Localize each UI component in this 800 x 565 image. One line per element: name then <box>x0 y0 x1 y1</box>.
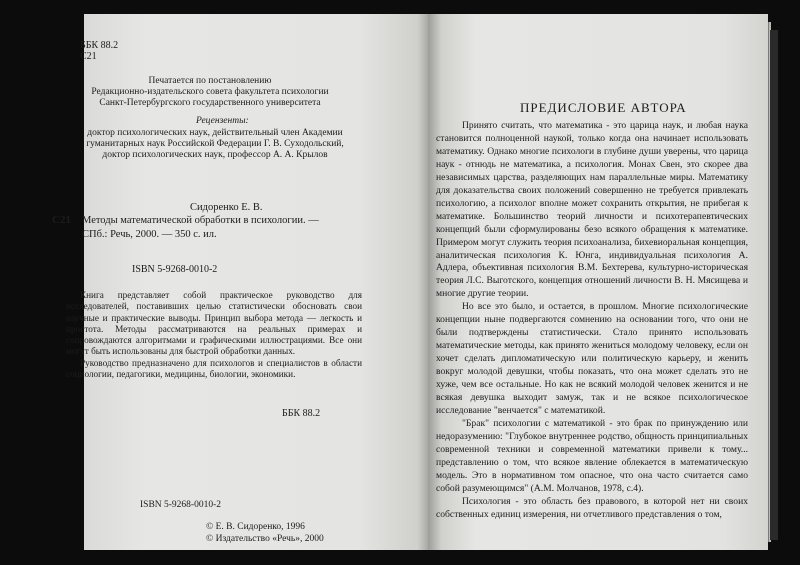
imprint-line: Санкт-Петербургского государственного университета <box>99 98 321 109</box>
copyright-author: © Е. В. Сидоренко, 1996 <box>206 522 305 532</box>
catalog-code: С21 <box>52 214 71 226</box>
abstract-paragraph: Книга представляет собой практическое руководство для исследователей, поставивших целью статистически обосновать свои научные и практические выводы. Принцип выбора метода — легкость и простота. Методы рассматриваются на реальных примерах и сопровождаются алгоритмами и графическими иллюстрациями. Все они могут быть использованы для быстрой обработки данных. <box>66 290 362 357</box>
preface-paragraph: Но все это было, и остается, в прошлом. Многие психологические концепции ныне подвергаются сомнению на основании того, что они не были подтверждены статистически. Стало принято использовать математические методы, как принято жениться молодому человеку, если он хочет сделать дипломатическую или политическую карьеру, и женить вокруг молодой девушки, чтобы показать, что она может сделать это не хуже, чем все остальные. Но как не всякий молодой человек женится и не всякая девушка выходит замуж, так и не всякое психологическое исследование "венчается" с математикой. <box>436 301 748 416</box>
author-mark: С21 <box>80 51 97 62</box>
isbn: ISBN 5-9268-0010-2 <box>132 264 218 275</box>
reviewer-line: гуманитарных наук Российской Федерации Г. В. Суходольский, <box>86 139 344 150</box>
reviewer-line: доктор психологических наук, профессор А. А. Крылов <box>102 150 328 161</box>
preface-paragraph: "Брак" психологии с математикой - это брак по принуждению или недоразумению: "Глубокое внутреннее родство, общность принципиальных современной техники и современной математики привели к тому... представлению о том, что всякое явление облекается в математическую модель. Это в нормативном том опасное, что она часто считается само собой разумеющимся" (А.М. Молчанов, 1978, с.4). <box>436 417 748 494</box>
preface-body <box>436 120 748 522</box>
preface-paragraph: Принято считать, что математика - это царица наук, и любая наука становится полноценной наукой, только когда она начинает использовать математику. Однако многие психологи в глубине души уверены, что царица наук - отнюдь не математика, а психология. Монах Свен, это скорее два независимых царства, разделяющих нам параллельные миры. Математику для доказательства своих положений совершенно не требуется привлекать психологию, а психолог вполне может сохранить открытия, не прибегая к математике. Большинство теорий личности и психотерапевтических концепций были сформулированы безо всякого обращения к математике. Примером могут служить теория психоанализа, бихевиоральная концепция, аналитическая психология К. Юнга, индивидуальная психология А. Адлера, объективная психология В.М. Бехтерева, культурно-историческая теория Л.С. Выготского, концепция отношений личности В. Н. Мясищева и многие другие теории. <box>436 120 748 300</box>
book-title-line: Методы математической обработки в психологии. — <box>82 215 319 226</box>
imprint-approval <box>90 76 330 110</box>
preface-paragraph: Психология - это область без правового, в которой нет ни своих собственных единиц измерения, ни отчетливого представления о том, <box>436 495 748 520</box>
reviewers-list <box>70 128 360 162</box>
bbk-code-bottom: ББК 88.2 <box>282 408 321 419</box>
imprint-line: Редакционно-издательского совета факультета психологии <box>91 87 329 98</box>
bbk-code-top <box>80 40 118 62</box>
book-cover-edge <box>770 30 778 540</box>
preface-heading: ПРЕДИСЛОВИЕ АВТОРА <box>520 100 687 115</box>
publication-info: СПб.: Речь, 2000. — 350 с. ил. <box>82 229 217 240</box>
author-name: Сидоренко Е. В. <box>190 202 263 213</box>
isbn-bottom: ISBN 5-9268-0010-2 <box>140 500 222 510</box>
reviewers-title: Рецензенты: <box>196 116 249 126</box>
bbk-index: ББК 88.2 <box>80 40 119 51</box>
imprint-line: Печатается по постановлению <box>148 76 272 86</box>
abstract-paragraph: Руководство предназначено для психологов и специалистов в области социологии, педагогики, медицины, биологии, экономики. <box>66 357 362 380</box>
copyright-publisher: © Издательство «Речь», 2000 <box>206 534 324 544</box>
book-abstract <box>66 290 362 380</box>
reviewer-line: доктор психологических наук, действительный член Академии <box>87 128 343 138</box>
